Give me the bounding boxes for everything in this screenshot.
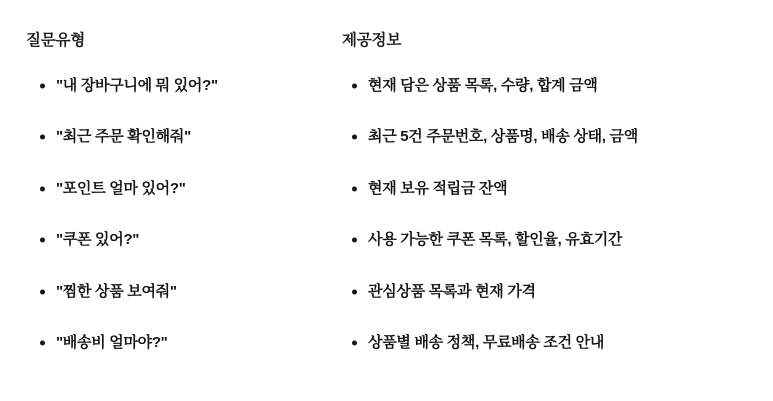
list-item: "최근 주문 확인해줘" — [26, 112, 334, 164]
column-header-provided-info: 제공정보 — [342, 32, 402, 49]
list-item: "내 장바구니에 뭐 있어?" — [26, 60, 334, 112]
list-item: 상품별 배송 정책, 무료배송 조건 안내 — [342, 318, 773, 370]
provided-info-list — [342, 60, 773, 369]
list-item: "찜한 상품 보여줘" — [26, 266, 334, 318]
list-item: "쿠폰 있어?" — [26, 215, 334, 267]
list-item: "포인트 얼마 있어?" — [26, 163, 334, 215]
list-item: 최근 5건 주문번호, 상품명, 배송 상태, 금액 — [342, 112, 773, 164]
list-item: 관심상품 목록과 현재 가격 — [342, 266, 773, 318]
question-type-list — [26, 60, 334, 369]
list-item: 현재 보유 적립금 잔액 — [342, 163, 773, 215]
list-item: 현재 담은 상품 목록, 수량, 합계 금액 — [342, 60, 773, 112]
column-provided-info — [334, 28, 773, 401]
list-item: 사용 가능한 쿠폰 목록, 할인율, 유효기간 — [342, 215, 773, 267]
column-question-types — [0, 28, 334, 401]
column-header-question-types: 질문유형 — [26, 32, 86, 49]
list-item: "배송비 얼마야?" — [26, 318, 334, 370]
